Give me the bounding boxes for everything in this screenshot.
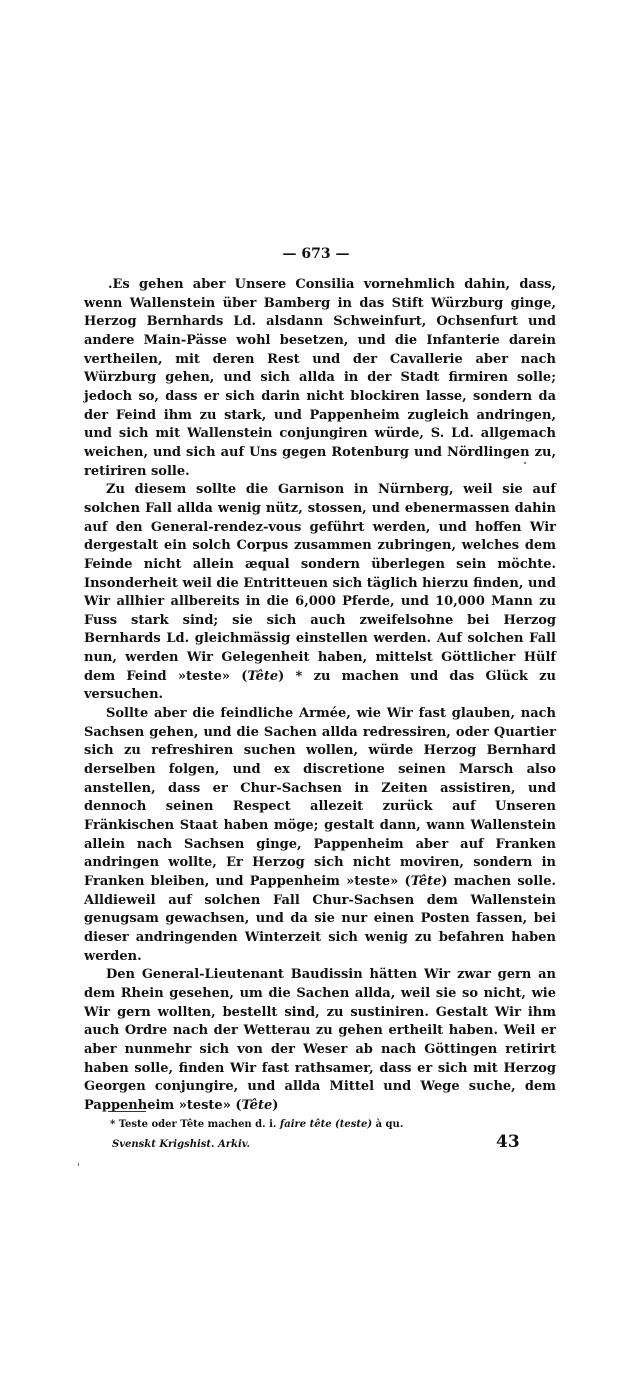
- footnote: [110, 1117, 540, 1133]
- page-number: — 673 —: [282, 246, 350, 262]
- paragraph-2: [84, 481, 556, 705]
- paragraph-4-tete: Tête: [241, 1097, 273, 1113]
- paragraph-3-text: Sollte aber die feindliche Armée, wie Wir fast glauben, nach Sachsen gehen, und die Sachen allda redressiren, oder Quartier sich zu refreshiren suchen wollen, würde Herzog Bernhard derselben folgen, und ex discretione seinen Marsch also anstellen, dass er Chur-Sachsen in Zeiten assistiren, und dennoch seinen Respect allezeit zurück auf Unseren Fränkischen Staat haben möge; gestalt dann, wann Wallenstein allein nach Sachsen ginge, Pappenheim aber auf Franken andringen wollte, Er Herzog sich nicht moviren, sondern in Franken bleiben, und Pappenheim »teste» (: [84, 706, 556, 889]
- paragraph-2-text: Zu diesem sollte die Garnison in Nürnberg, weil sie auf solchen Fall allda wenig nütz, stossen, und ebenermassen dahin auf den General-rendez-vous geführt werden, und hoffen Wir dergestalt ein solch Corpus zusammen zubringen, welches dem Feinde nicht allein æqual sondern überlegen sein möchte. Insonderheit weil die Entritteuen sich täglich hierzu finden, und Wir allhier allbereits in die 6,000 Pferde, und 10,000 Mann zu Fuss stark sind; sie sich auch zweifelsohne bei Herzog Bernhards Ld. gleichmässig einstellen werden. Auf solchen Fall nun, werden Wir Gelegenheit haben, mittelst Göttlicher Hülf dem Feind »teste» (: [84, 482, 556, 684]
- source-signature: Svenskt Krigshist. Arkiv.: [112, 1139, 251, 1150]
- paragraph-1-text: .Es gehen aber Unsere Consilia vornehmlich dahin, dass, wenn Wallenstein über Bamberg in das Stift Würzburg ginge, Herzog Bernhards Ld. alsdann Schweinfurt, Ochsenfurt und andere Main-Pässe wohl besetzen, und die Infanterie darein vertheilen, mit deren Rest und der Cavallerie aber nach Würzburg gehen, und sich allda in der Stadt firmiren solle; jedoch so, dass er sich darin nicht blockiren lasse, sondern da der Feind ihm zu stark, und Pappenheim zugleich andringen, und sich mit Wallenstein conjungiren würde, S. Ld. allgemach weichen, und sich auf Uns gegen Rotenburg und Nördlingen zu, retiriren solle.: [84, 277, 556, 479]
- footnote-italic: faire tête (teste): [279, 1119, 373, 1130]
- paragraph-2-tete: Tête: [247, 668, 279, 684]
- paragraph-4: [84, 966, 556, 1115]
- paragraph-1: [84, 276, 556, 481]
- footnote-rule: [108, 1111, 146, 1112]
- paragraph-4-text: Den General-Lieutenant Baudissin hätten Wir zwar gern an dem Rhein gesehen, um die Sachen allda, weil sie so nicht, wie Wir gern wollten, bestellt sind, zu sustiniren. Gestalt Wir ihm auch Ordre nach der Wetterau zu gehen ertheilt haben. Weil er aber nunmehr sich von der Weser ab nach Göttingen retirirt haben solle, finden Wir fast rathsamer, dass er sich mit Herzog Georgen conjungire, und allda Mittel und Wege suche, dem Pappenheim »teste» (: [84, 967, 556, 1113]
- signature-mark: 43: [496, 1132, 520, 1152]
- paragraph-3-tete: Tête: [410, 874, 442, 889]
- paragraph-3-tail: ) machen solle. Alldieweil auf solchen Fall Chur-Sachsen dem Wallenstein genugsam gewachsen, und da sie nur einen Posten fassen, bei dieser andringenden Winterzeit sich wenig zu befahren haben werden.: [84, 874, 556, 964]
- print-speck: [524, 462, 526, 464]
- paragraph-3: [84, 705, 556, 966]
- footnote-prefix: * Teste oder Tête machen d. i.: [110, 1119, 280, 1130]
- paragraph-4-tail: ): [272, 1097, 279, 1113]
- print-speck: [78, 1163, 79, 1166]
- footnote-suffix: à qu.: [372, 1119, 404, 1130]
- body-text: [84, 276, 556, 1116]
- paragraph-2-tail: ) * zu machen und das Glück zu versuchen.: [84, 668, 556, 703]
